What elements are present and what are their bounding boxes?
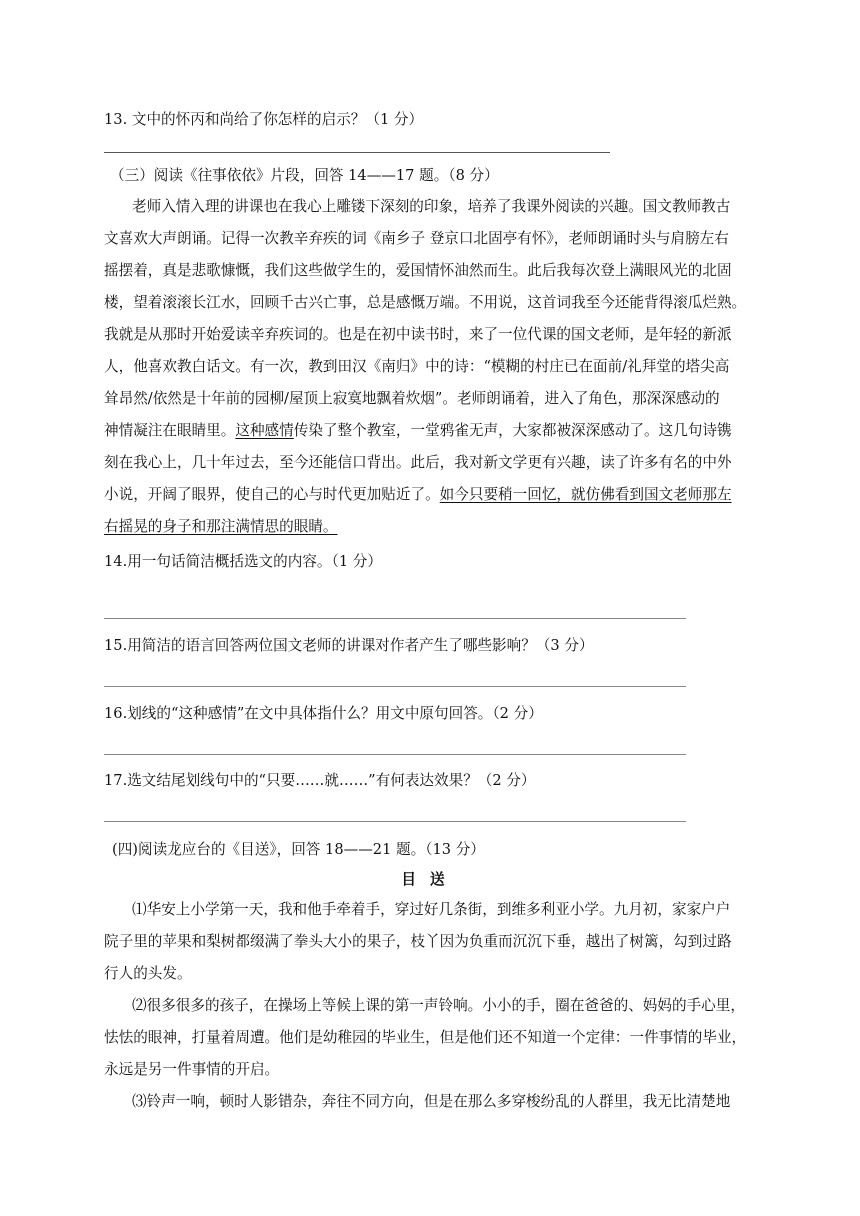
passage3-text: 传染了整个教室，一堂鸦雀无声，大家都被深深感动了。这几句诗镌 [293, 422, 732, 439]
underlined-phrase-this-feeling: 这种感情 [235, 422, 294, 439]
passage4-line: ⑶铃声一响，顿时人影错杂，奔往不同方向，但是在那么多穿梭纷乱的人群里，我无比清楚地 [132, 1093, 731, 1110]
passage3-line: 摇摆着，真是悲歌慷慨，我们这些做学生的，爱国情怀油然而生。此后我每次登上满眼风光的北固 [104, 262, 732, 279]
underlined-sentence-end: 如今只要稍一回忆，就仿佛看到国文老师那左 [439, 486, 732, 503]
answer-line-13 [104, 152, 610, 153]
passage3-text: 神情凝注在眼睛里。 [104, 422, 236, 439]
passage4-line: ⑴华安上小学第一天，我和他手牵着手，穿过好几条街，到维多利亚小学。九月初，家家户户 [132, 901, 731, 918]
passage4-line: 怯怯的眼神，打量着周遭。他们是幼稚园的毕业生，但是他们还不知道一个定律：一件事情的毕业， [104, 1029, 747, 1046]
passage4-title: 目送 [401, 871, 459, 888]
passage3-line: 我就是从那时开始爱读辛弃疾词的。也是在初中读书时，来了一位代课的国文老师，是年轻的新派 [104, 326, 732, 343]
passage3-text: 小说，开阔了眼界，使自己的心与时代更加贴近了。 [104, 486, 440, 503]
passage3-line: 刻在我心上，几十年过去，至今还能信口背出。此后，我对新文学更有兴趣，读了许多有名的中外 [104, 454, 732, 471]
answer-line-17 [104, 821, 686, 822]
question-16: 16.划线的“这种感情”在文中具体指什么？用文中原句回答。（2 分） [104, 705, 543, 722]
section-3-heading: （三）阅读《往事依依》片段，回答 14——17 题。（8 分） [110, 167, 499, 184]
passage3-line: 耸昂然/依然是十年前的园柳/屋顶上寂寞地飘着炊烟”。老师朗诵着，进入了角色，那深深感动的 [104, 390, 720, 407]
question-13: 13. 文中的怀丙和尚给了你怎样的启示？（1 分） [104, 111, 424, 128]
passage4-line: 院子里的苹果和梨树都缀满了拳头大小的果子，枝丫因为负重而沉沉下垂，越出了树篱，勾到过路 [104, 933, 732, 950]
question-14: 14.用一句话简洁概括选文的内容。（1 分） [104, 553, 382, 570]
answer-line-16 [104, 754, 686, 755]
passage3-line [104, 485, 732, 505]
passage4-line: 行人的头发。 [104, 965, 192, 982]
section-4-heading: (四)阅读龙应台的《目送》，回答 18——21 题。（13 分） [112, 841, 485, 858]
underlined-sentence-end: 右摇晃的身子和那注满情思的眼睛。 [104, 518, 338, 535]
passage3-line: 文喜欢大声朗诵。记得一次教辛弃疾的词《南乡子 登京口北固亭有怀》，老师朗诵时头与肩膀左右 [104, 230, 729, 247]
passage3-line [104, 517, 338, 537]
answer-line-15 [104, 686, 686, 687]
passage3-line: 老师入情入理的讲课也在我心上雕镂下深刻的印象，培养了我课外阅读的兴趣。国文教师教古 [132, 198, 731, 215]
question-15: 15.用简洁的语言回答两位国文老师的讲课对作者产生了哪些影响？（3 分） [104, 637, 594, 654]
passage3-line: 人，他喜欢教白话文。有一次，教到田汉《南归》中的诗：“模糊的村庄已在面前/礼拜堂的塔尖高 [104, 358, 730, 375]
passage3-line [104, 421, 732, 441]
question-17: 17.选文结尾划线句中的“只要……就……”有何表达效果？（2 分） [104, 772, 536, 789]
passage4-line: 永远是另一件事情的开启。 [104, 1061, 280, 1078]
passage4-line: ⑵很多很多的孩子，在操场上等候上课的第一声铃响。小小的手，圈在爸爸的、妈妈的手心里， [132, 997, 745, 1014]
passage3-line: 楼，望着滚滚长江水，回顾千古兴亡事，总是感慨万端。不用说，这首词我至今还能背得滚瓜烂熟。 [104, 294, 747, 311]
answer-line-14 [104, 618, 686, 619]
